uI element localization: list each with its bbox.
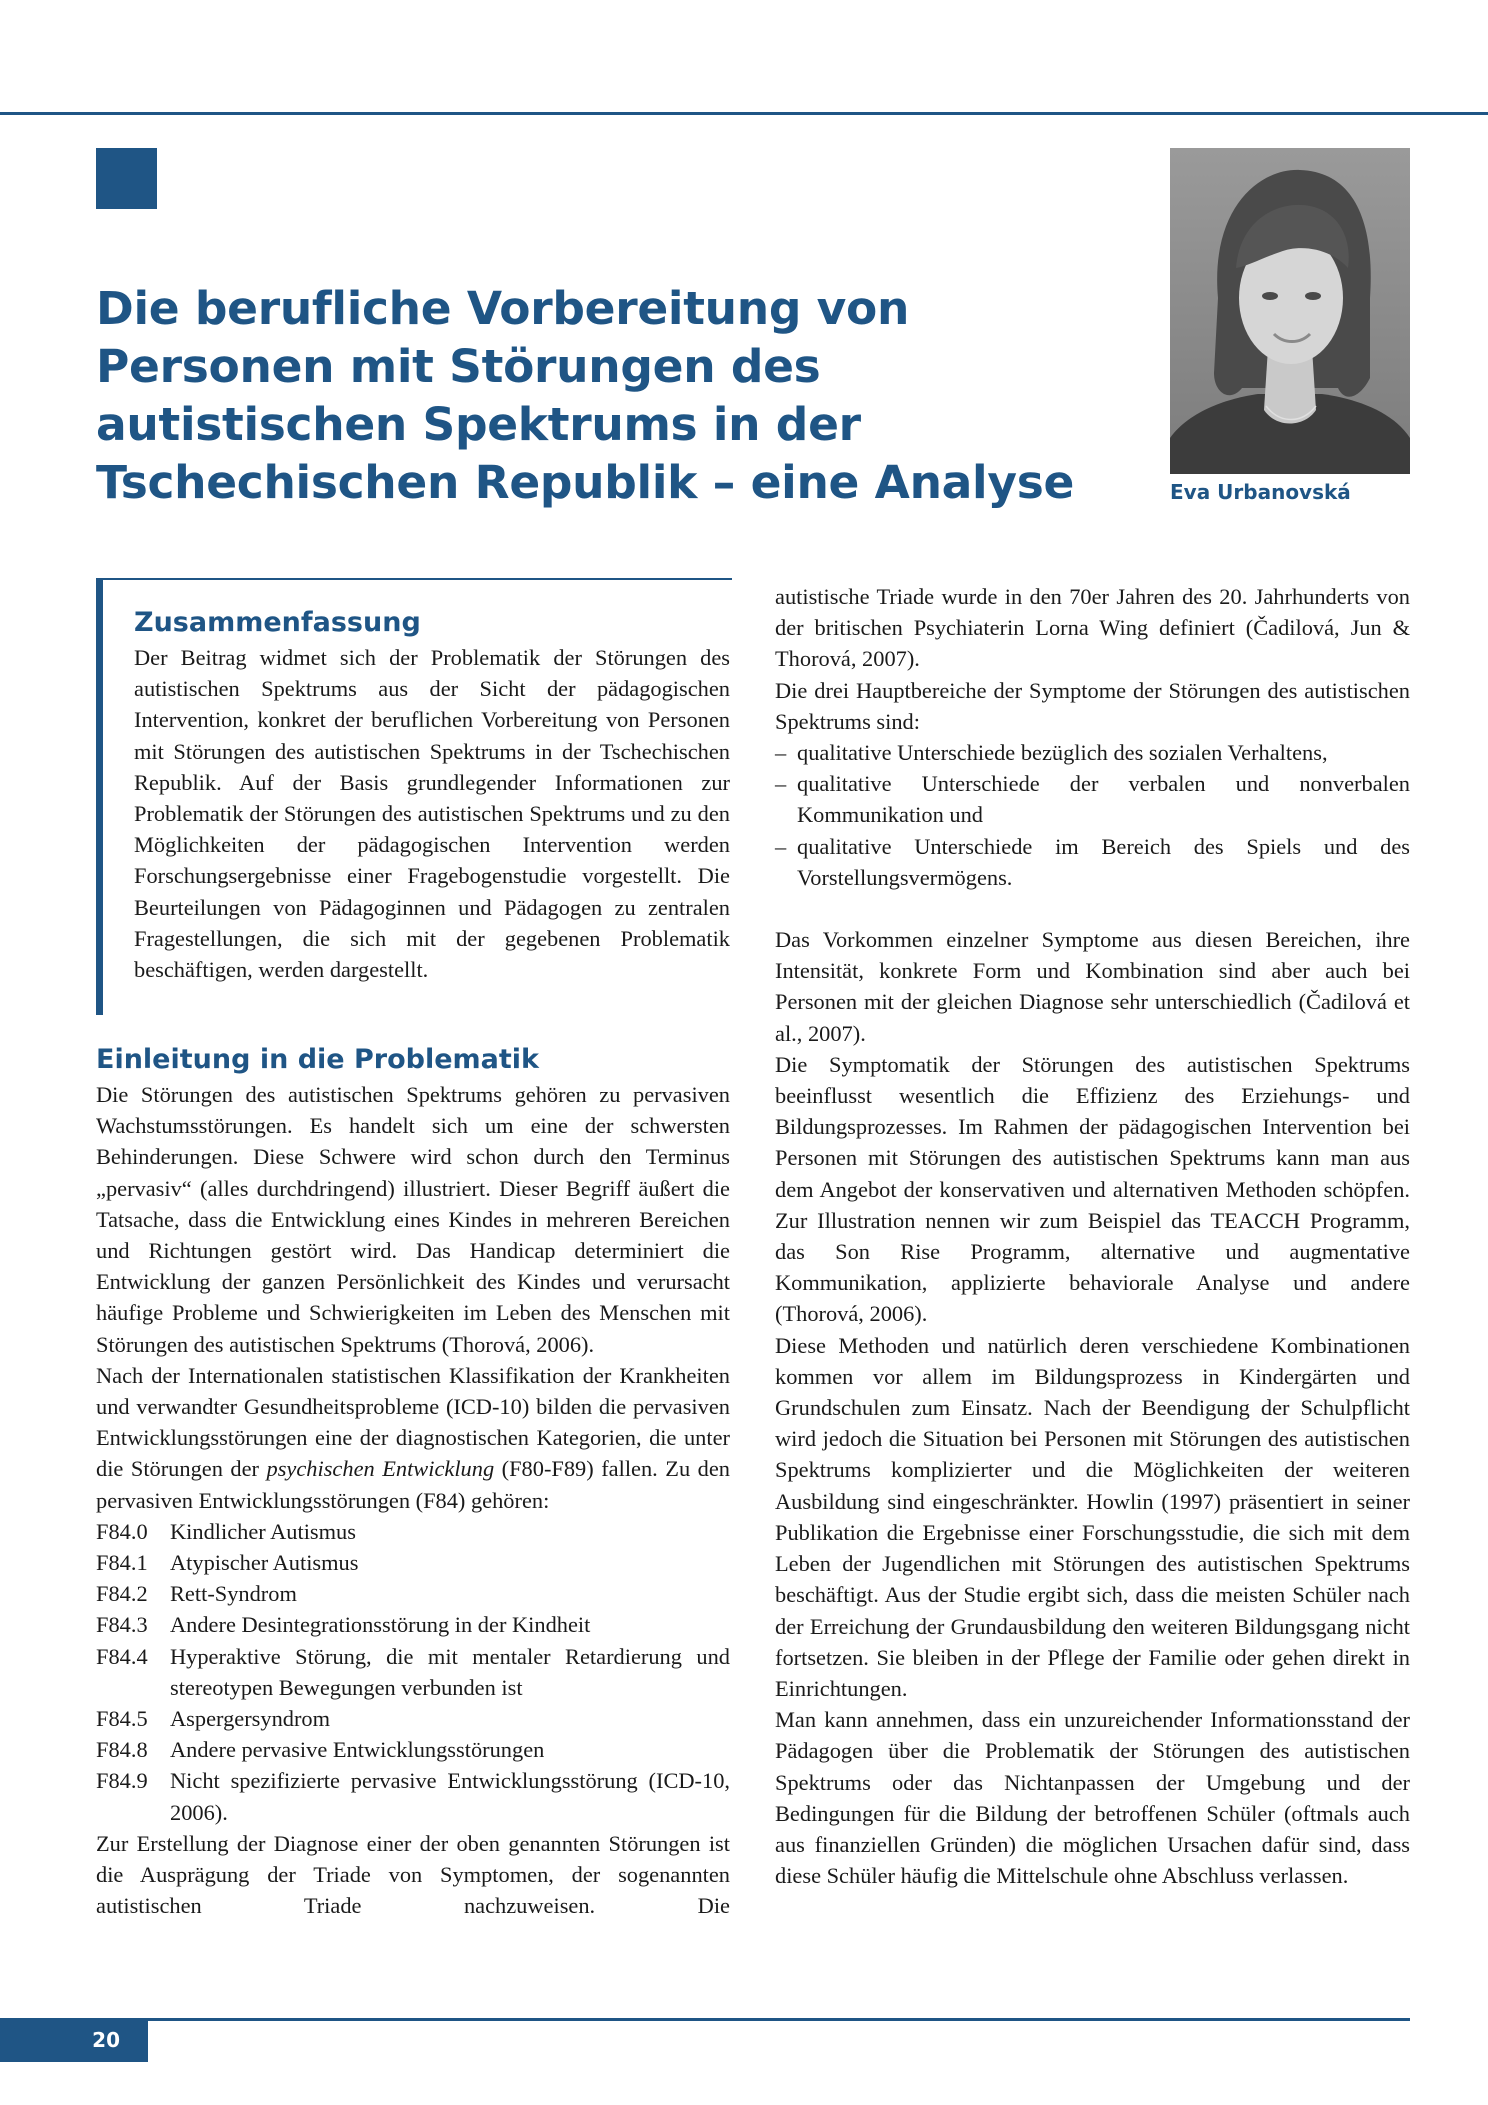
abstract-text: Der Beitrag widmet sich der Problematik der Störungen des autistischen Spektrums aus der Sicht der pädagogischen Intervention, konkret der beruflichen Vorbereitung von Personen mit Störungen des autistischen Spektrums in der Tschechischen Republik. Auf der Basis grundlegender Informationen zur Problematik der Störungen des autistischen Spektrums und zu den Möglichkeiten der pädagogischen Intervention werden Forschungsergebnisse einer Fragebogenstudie vorgestellt. Die Beurteilungen von Pädagoginnen und Pädagogen zu zentralen Fragestellungen, die sich mit der gegebenen Problematik beschäftigen, werden dargestellt. [134,645,730,983]
list-item [775,737,1410,768]
section-heading: Einleitung in die Problematik [96,1044,540,1075]
icd-code: F84.9 [96,1768,148,1794]
icd-code: F84.8 [96,1737,148,1763]
paragraph [96,1360,730,1516]
paragraph: Diese Methoden und natürlich deren verschiedene Kombinationen kommen vor allem im Bildungsprozess in Kindergärten und Grundschulen zum Einsatz. Nach der Beendigung der Schulpflicht wird jedoch die Situation bei Personen mit Störungen des autistischen Spektrums komplizierter und die Möglichkeiten der weiteren Ausbildung sind eingeschränkter. Howlin (1997) präsentiert in seiner Publikation die Ergebnisse einer Forschungsstudie, die sich mit dem Leben der Jugendlichen mit Störungen des autistischen Spektrums beschäftigt. Aus der Studie ergibt sich, dass die meisten Schüler nach der Erreichung der Grundausbildung den weiteren Bildungsgang nicht fortsetzen. Sie bleiben in der Pflege der Familie oder gehen direkt in Einrichtungen. [775,1332,1410,1701]
icd-text: Kindlicher Autismus [170,1518,356,1544]
list-item [96,1765,730,1827]
paragraph-text: Nach der Internationalen statistischen Klassifikation der Krankheiten und verwandter Gesundheitsprobleme (ICD-10) bilden die pervasiven Entwicklungsstörungen eine der diagnostischen Kategorien, die unter die Störungen der [96,1362,730,1482]
top-rule [0,112,1488,115]
list-item [96,1703,730,1734]
icd-text: Aspergersyndrom [170,1706,331,1732]
title-line: Die berufliche Vorbereitung von [96,282,910,335]
list-item [96,1516,730,1547]
icd-code: F84.5 [96,1706,148,1732]
bottom-rule [0,2018,1410,2021]
list-dash: – [775,740,787,766]
list-text: qualitative Unterschiede bezüglich des sozialen Verhaltens, [797,740,1328,766]
icd-text: Atypischer Autismus [170,1550,359,1576]
paragraph: Die Symptomatik der Störungen des autistischen Spektrums beeinflusst wesentlich die Effizienz des Erziehungs- und Bildungsprozesses. Im Rahmen der pädagogischen Intervention bei Personen mit Störungen des autistischen Spektrums kann man aus dem Angebot der konservativen und alternativen Methoden schöpfen. Zur Illustration nennen wir zum Beispiel das TEACCH Programm, das Son Rise Programm, alternative und augmentative Kommunikation, applizierte behaviorale Analyse und andere (Thorová, 2006). [775,1051,1410,1327]
author-portrait-image [1170,148,1410,474]
symptom-list [775,737,1410,893]
icd-text: Nicht spezifizierte pervasive Entwicklungsstörung (ICD-10, 2006). [170,1768,730,1825]
paragraph: Das Vorkommen einzelner Symptome aus diesen Bereichen, ihre Intensität, konkrete Form und Kombination sind aber auch bei Personen mit der gleichen Diagnose sehr unterschiedlich (Čadilová et al., 2007). [775,927,1410,1046]
icd-code: F84.1 [96,1550,148,1576]
icd-text: Rett-Syndrom [170,1581,297,1607]
list-item [96,1609,730,1640]
icd-text: Hyperaktive Störung, die mit mentaler Retardierung und stereotypen Bewegungen verbunden ist [170,1643,730,1700]
right-column [775,581,1410,1891]
list-item [96,1547,730,1578]
title-line: Personen mit Störungen des [96,340,821,393]
paragraph: Man kann annehmen, dass ein unzureichender Informationsstand der Pädagogen über die Problematik der Störungen des autistischen Spektrums oder das Nichtanpassen der Umgebung und der Bedingungen für die Bildung der betroffenen Schüler (oftmals auch aus finanziellen Gründen) die möglichen Ursachen dafür sind, dass diese Schüler häufig die Mittelschule ohne Abschluss verlassen. [775,1707,1410,1889]
paragraph-gap [775,893,1410,924]
accent-square [96,148,157,209]
abstract [134,604,730,985]
list-item [96,1734,730,1765]
left-column [96,1041,730,1921]
list-text: qualitative Unterschiede der verbalen und nonverbalen Kommunikation und [797,771,1410,828]
icd-code: F84.0 [96,1518,148,1544]
italic-term: psychischen Entwicklung [266,1456,495,1482]
author-name: Eva Urbanovská [1170,480,1351,504]
icd-code: F84.4 [96,1643,148,1669]
title-line: autistischen Spektrums in der [96,398,861,451]
icd-code: F84.2 [96,1581,148,1607]
list-text: qualitative Unterschiede im Bereich des Spiels und des Vorstellungsvermögens. [797,833,1410,890]
page-number: 20 [0,2018,148,2062]
author-photo [1170,148,1410,474]
icd-list [96,1516,730,1828]
title-line: Tschechischen Republik – eine Analyse [96,456,1075,509]
paragraph: Die drei Hauptbereiche der Symptome der Störungen des autistischen Spektrums sind: [775,677,1410,734]
list-item [96,1641,730,1703]
list-dash: – [775,771,787,797]
list-item [96,1578,730,1609]
list-item [775,831,1410,893]
paragraph: Zur Erstellung der Diagnose einer der oben genannten Störungen ist die Ausprägung der Triade von Symptomen, der sogenannten autistischen Triade nachzuweisen. Die [96,1830,730,1919]
list-item [775,768,1410,830]
paragraph: autistische Triade wurde in den 70er Jahren des 20. Jahrhunderts von der britischen Psychiaterin Lorna Wing definiert (Čadilová, Jun & Thorová, 2007). [775,584,1410,672]
icd-text: Andere Desintegrationsstörung in der Kindheit [170,1612,591,1638]
paragraph: Die Störungen des autistischen Spektrums gehören zu pervasiven Wachstumsstörungen. Es handelt sich um eine der schwersten Behinderungen. Diese Schwere wird schon durch den Terminus „pervasiv“ (alles durchdringend) illustriert. Dieser Begriff äußert die Tatsache, dass die Entwicklung eines Kindes in mehreren Bereichen und Richtungen gestört wird. Das Handicap determiniert die Entwicklung der ganzen Persönlichkeit des Kindes und verursacht häufige Probleme und Schwierigkeiten im Leben des Menschen mit Störungen des autistischen Spektrums (Thorová, 2006). [96,1082,730,1357]
paragraph-text: (F80-F89) fallen. Zu den pervasiven Entwicklungsstörungen (F84) gehören: [96,1456,730,1513]
article-title [96,280,1106,512]
icd-code: F84.3 [96,1612,148,1638]
abstract-heading: Zusammenfassung [134,607,421,638]
list-dash: – [775,833,787,859]
icd-text: Andere pervasive Entwicklungsstörungen [170,1737,545,1763]
